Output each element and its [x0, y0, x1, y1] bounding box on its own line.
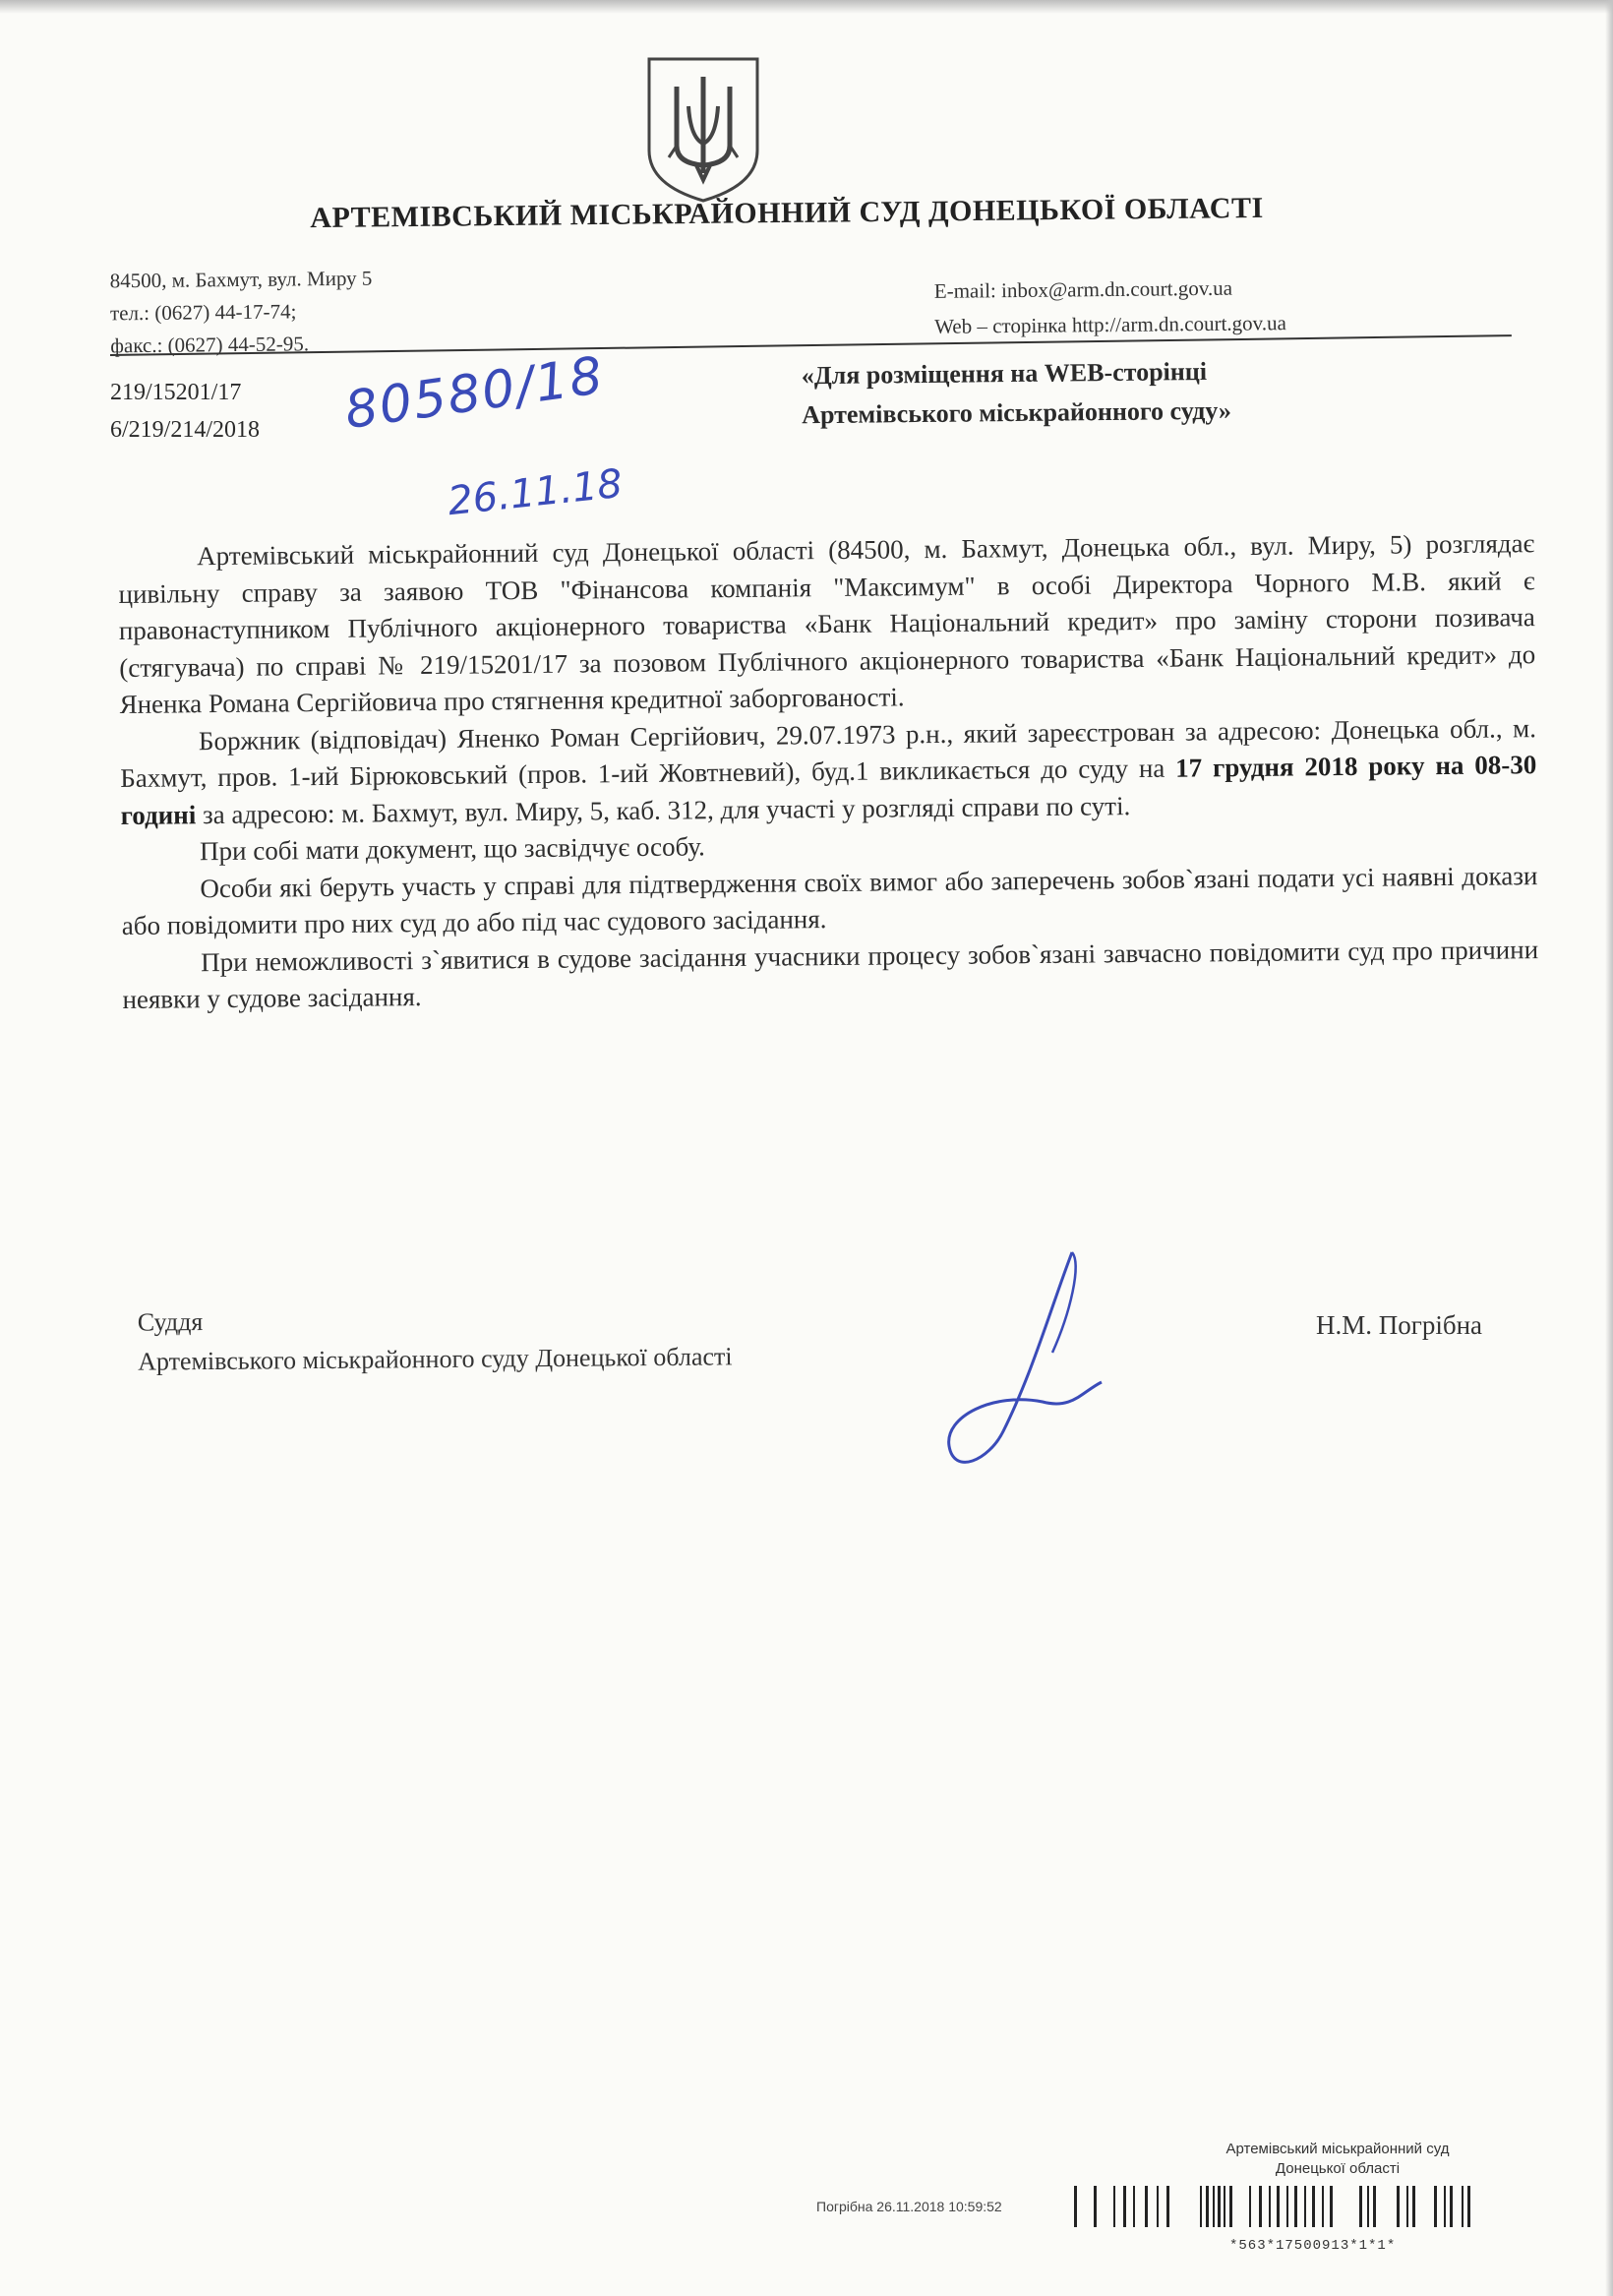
scan-top-edge	[0, 0, 1613, 14]
paragraph-id-document: При собі мати документ, що засвідчує особу.	[199, 831, 705, 867]
judge-title-block	[138, 1298, 733, 1381]
barcode-number: *563*17500913*1*1*	[1229, 2238, 1397, 2254]
publication-note-line2: Артемівського міськрайонного суду»	[802, 395, 1232, 430]
stamp-meta: Погрібна 26.11.2018 10:59:52	[816, 2199, 1002, 2214]
court-name-heading: АРТЕМІВСЬКИЙ МІСЬКРАЙОННИЙ СУД ДОНЕЦЬКОЇ ОБЛАСТІ	[310, 191, 1264, 235]
court-address: 84500, м. Бахмут, вул. Миру 5	[109, 266, 373, 293]
court-website: Web – сторінка http://arm.dn.court.gov.ua	[934, 311, 1286, 338]
proceeding-number: 6/219/214/2018	[110, 417, 261, 443]
paragraph-case-description: Артемівський міськрайонний суд Донецької області (84500, м. Бахмут, Донецька обл., вул. Миру, 5) розглядає цивільну справу за заявою ТОВ "Фінансова компанія "Максимум" в особі Директора Чорного М.В. який є правонаступником Публічного акціонерного товариства «Банк Національний кредит» про заміну сторони позивача (стягувача) по справі № 219/15201/17 за позовом Публічного акціонерного товариства «Банк Національний кредит» до Яненка Романа Сергійовича про стягнення кредитної заборгованості.	[118, 528, 1536, 719]
publication-note-line1: «Для розміщення на WEB-сторінці	[801, 356, 1208, 391]
summons-text-end: за адресою: м. Бахмут, вул. Миру, 5, каб. 312, для участі у розгляді справи по суті.	[196, 790, 1131, 829]
barcode-icon	[1072, 2184, 1544, 2233]
coat-of-arms-icon	[639, 47, 767, 205]
stamp-court-name	[1175, 2140, 1500, 2179]
court-email: E-mail: inbox@arm.dn.court.gov.ua	[933, 275, 1233, 303]
case-number: 219/15201/17	[110, 380, 242, 405]
stamp-court-line2: Донецької області	[1275, 2160, 1401, 2177]
judge-title: Суддя	[137, 1307, 204, 1337]
judge-court: Артемівського міськрайонного суду Донецької області	[138, 1342, 733, 1376]
court-contacts-left	[109, 263, 373, 363]
stamp-court-line1: Артемівський міськрайонний суд	[1225, 2141, 1450, 2157]
notice-body	[118, 525, 1539, 1018]
handwritten-date: 26.11.18	[446, 460, 626, 525]
court-phone: тел.: (0627) 44-17-74;	[109, 299, 297, 326]
hearing-date-time: 17 грудня 2018 року на 08-30 годині	[120, 750, 1537, 830]
judge-name: Н.М. Погрібна	[1316, 1310, 1483, 1340]
court-fax: факс.: (0627) 44-52-95.	[110, 332, 310, 358]
scan-right-edge	[1605, 0, 1613, 2296]
publication-note	[802, 352, 1232, 436]
summons-text-start: Боржник (відповідач) Яненко Роман Сергійович, 29.07.1973 р.н., який зареєстрован за адресою: Донецька обл., м. Бахмут, пров. 1-ий Бірюковський (пров. 1-ий Жовтневий), буд.1 викликається до суду на	[120, 712, 1537, 793]
case-references	[110, 374, 260, 449]
handwritten-registration-number: 80580/18	[341, 345, 608, 442]
paragraph-evidence: Особи які беруть участь у справі для підтвердження своїх вимог або заперечень зобов`язані подати усі наявні докази або повідомити про них суд до або під час судового засідання.	[121, 860, 1538, 940]
handwritten-signature	[934, 1244, 1121, 1490]
court-contacts-right	[934, 270, 1286, 344]
paragraph-absence-notice: При неможливості з`явитися в судове засідання учасники процесу зобов`язані завчасно повідомити суд про причини неявки у судове засідання.	[122, 934, 1539, 1014]
paragraph-summons	[120, 710, 1537, 834]
registration-stamp	[816, 2140, 1564, 2277]
